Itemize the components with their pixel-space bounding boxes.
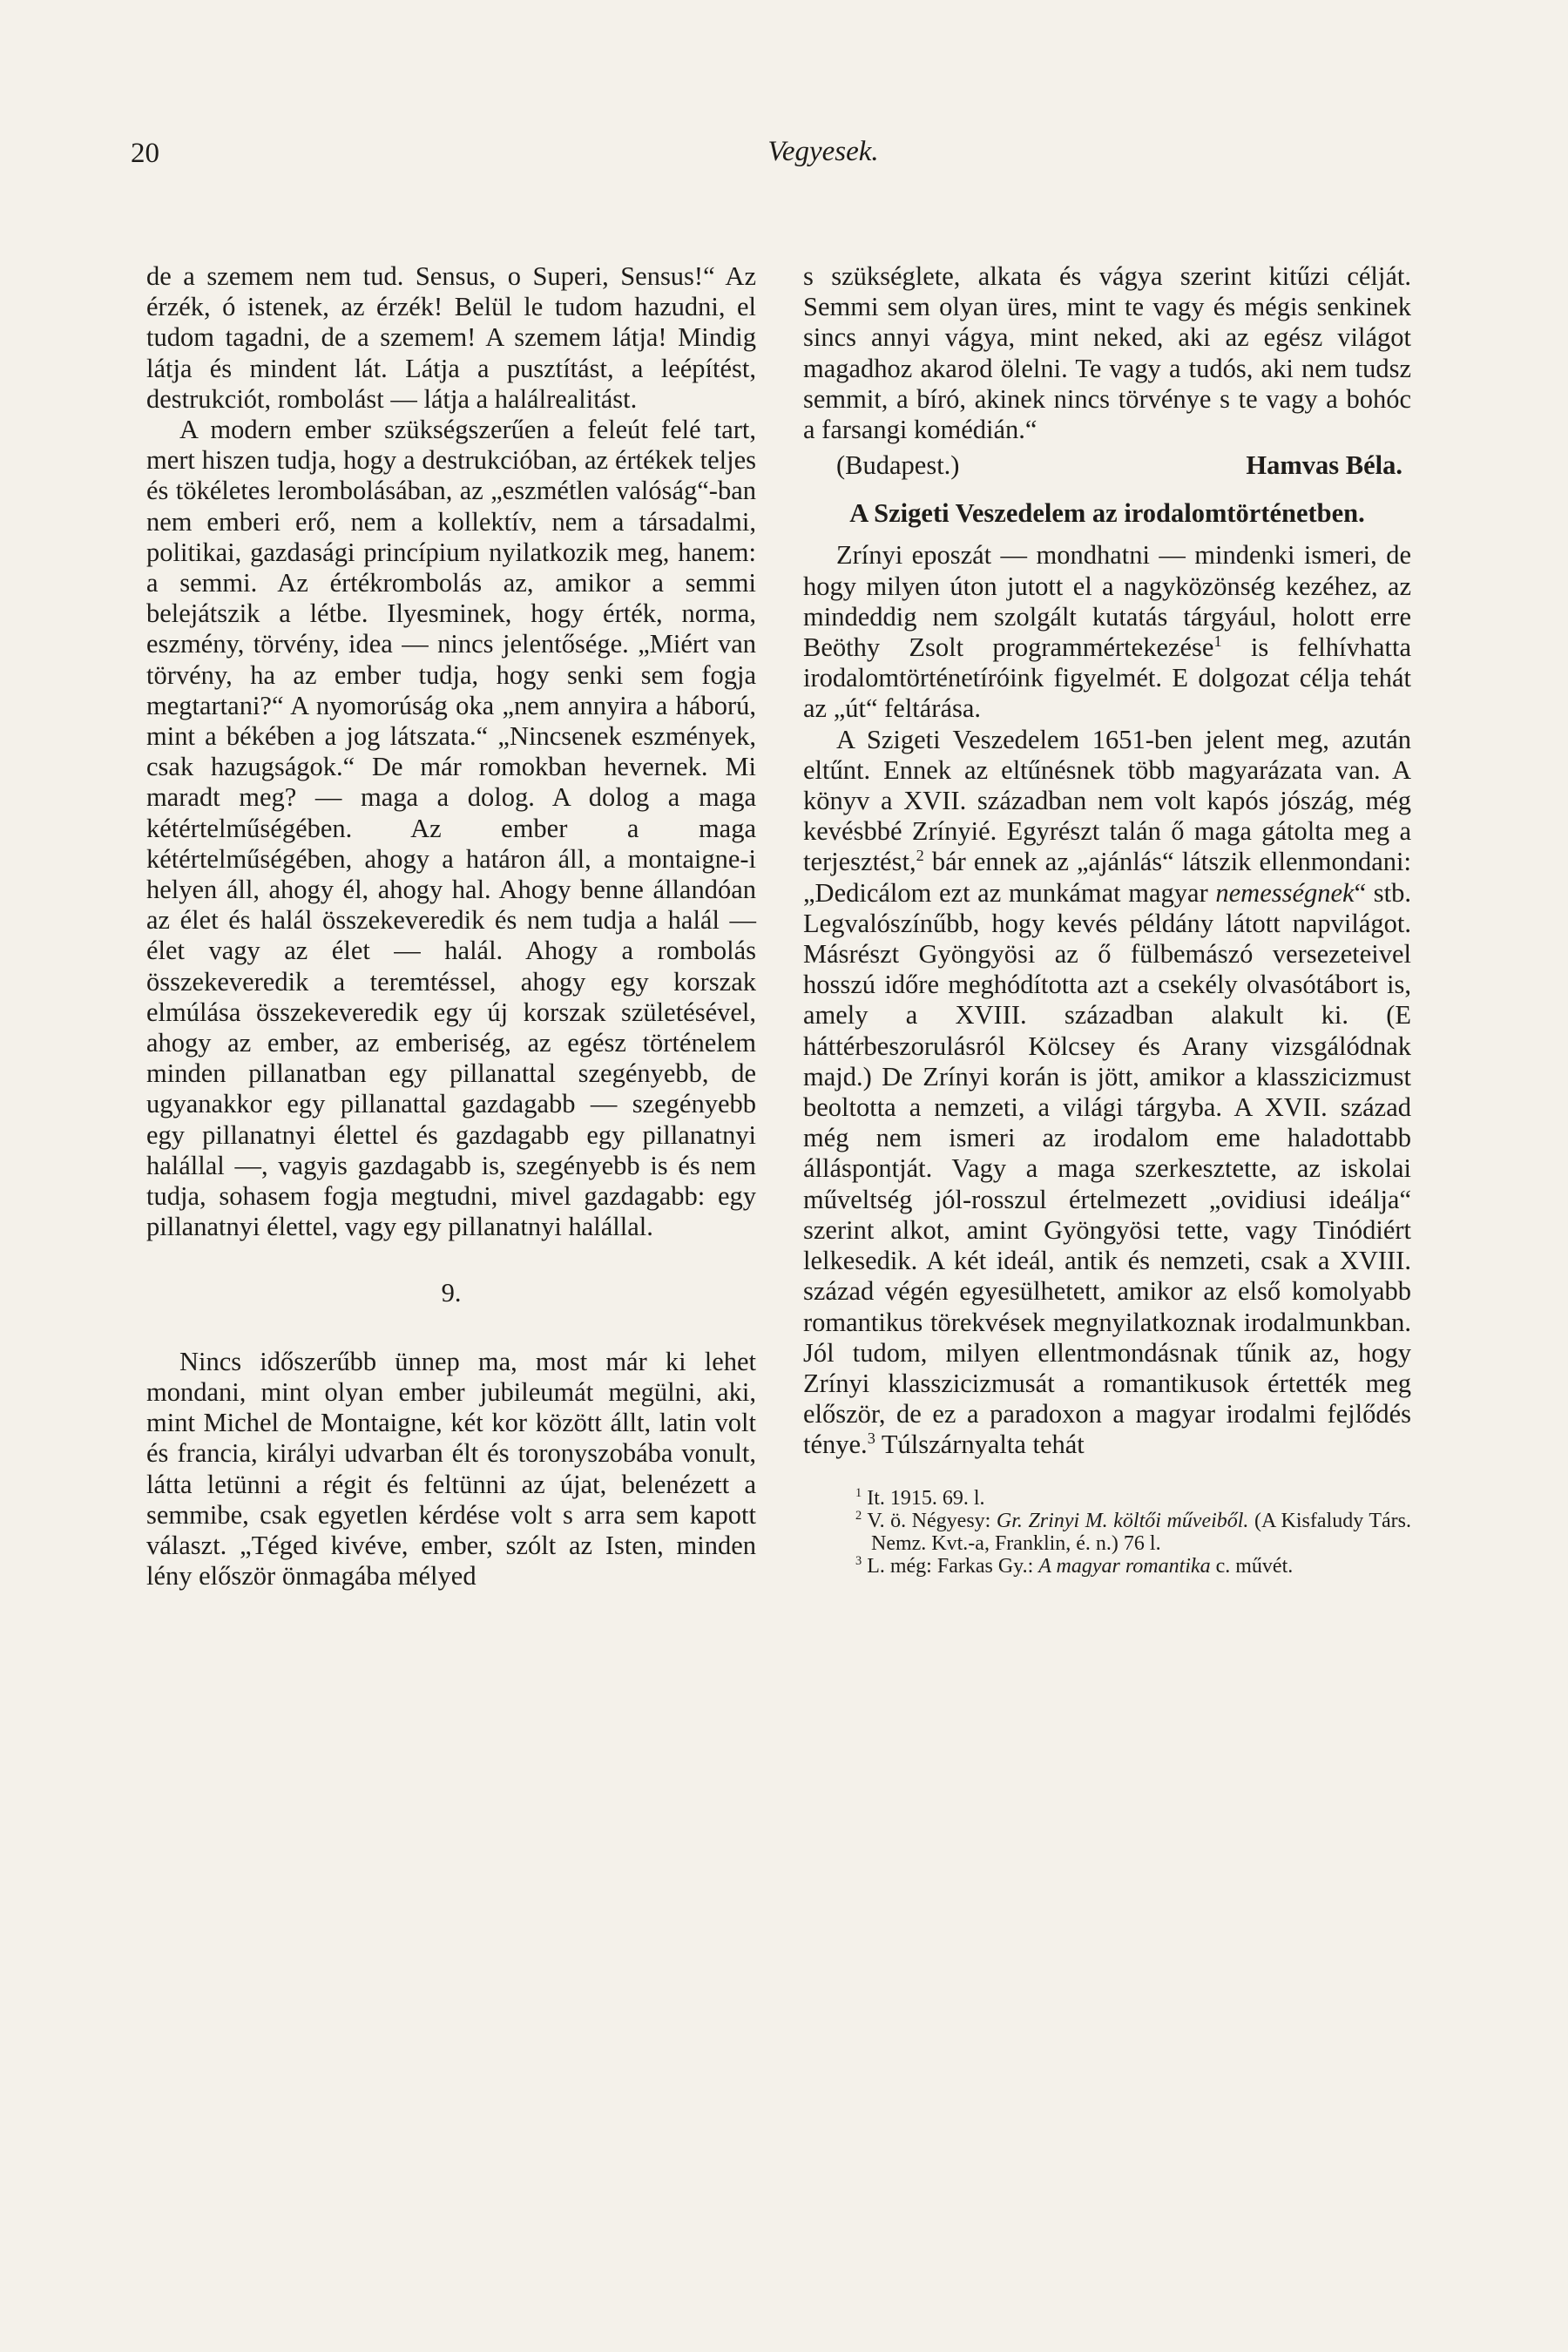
footnotes [803, 1487, 1411, 1578]
signature-line [803, 450, 1411, 481]
footnote-ref: 1 [1213, 632, 1222, 650]
author: Hamvas Béla. [1246, 450, 1402, 481]
paragraph: Nincs időszerűbb ünnep ma, most már ki lehet mondani, mint olyan ember jubileumát megülni, aki, mint Michel de Montaigne, két kor között állt, latin volt és francia, királyi udvarban élt és toronyszobába vonult, látta letünni a régit és feltünni az újat, belenézett a semmibe, csak egyetlen kérdése volt s arra sem kapott választ. „Téged kivéve, ember, szólt az Isten, minden lény először önmagába mélyed [146, 1346, 756, 1592]
footnote-text: (A Kisfaludy Társ. Nemz. Kvt.-a, Franklin, é. n.) 76 l. [871, 1509, 1411, 1555]
footnote [855, 1510, 1411, 1555]
text-run: bár ennek az „ajánlás“ látszik ellenmondani: „Dedicálom ezt az munkámat magyar [803, 847, 1411, 908]
footnote-ref: 2 [916, 847, 924, 865]
text-run: A Szigeti Veszedelem 1651-ben jelent meg, azután eltűnt. Ennek az eltűnésnek több magyarázata van. A könyv a XVII. században nem volt kapós jószág, még kevésbbé Zrínyié. Egyrészt talán ő maga gátolta meg a terjesztést, [803, 724, 1411, 877]
paragraph [803, 540, 1411, 724]
footnote-mark: 1 [855, 1485, 862, 1500]
footnote-text: V. ö. Négyesy: [867, 1509, 997, 1532]
text-run: “ stb. Legvalószínűbb, hogy kevés példány látott napvilágot. Másrészt Gyöngyösi az ő fülbemászó versezeteivel hosszú időre meghódította azt a csekély olvasótábort is, amely a XVIII. században alakult ki. (E háttérbeszorulásról Kölcsey és Arany vizsgálódnak majd.) De Zrínyi korán is jött, amikor a klasszicizmust beoltotta a nemzeti, a világi tárgyba. A XVII. század még nem ismeri az irodalom eme haladottabb álláspontját. Vagy a maga szerkesztette, az iskolai műveltség jól-rosszul értelmezett „ovidiusi ideálja“ szerint alkot, amint Gyöngyösi tette, vagy Tinódiért lelkesedik. A két ideál, antik és nemzeti, csak a XVIII. század végén egyesülhetett, amikor az első komolyabb romantikus törekvések megnyilatkoznak irodalmunkban. Jól tudom, milyen ellentmondásnak tűnik az, hogy Zrínyi klasszicizmusát a romantikusok értették meg először, de ez a paradoxon a magyar irodalmi fejlődés ténye. [803, 877, 1411, 1460]
text-run: is felhívhatta irodalomtörténetíróink figyelmét. E dolgozat célja tehát az „út“ feltárása. [803, 632, 1411, 724]
footnote-text: It. 1915. 69. l. [867, 1486, 985, 1510]
footnote-ref: 3 [867, 1429, 875, 1448]
footnote-mark: 2 [855, 1508, 862, 1523]
article-title: A Szigeti Veszedelem az irodalomtörténetben. [849, 498, 1365, 529]
footnote-mark: 3 [855, 1553, 862, 1568]
footnote-text: c. művét. [1210, 1554, 1294, 1578]
right-column [803, 261, 1411, 1578]
page-number: 20 [131, 138, 159, 169]
paragraph: s szükséglete, alkata és vágya szerint kitűzi célját. Semmi sem olyan üres, mint te vagy és mégis senkinek sincs annyi vágya, mint neked, aki az egész világot magadhoz akarod ölelni. Te vagy a tudós, aki nem tudsz semmit, a bíró, akinek nincs törvénye s te vagy a bohóc a farsangi komédián.“ [803, 261, 1411, 445]
footnote-title: Gr. Zrinyi M. költői műveiből. [996, 1509, 1249, 1532]
left-column [146, 261, 756, 1592]
text-run: Túlszárnyalta tehát [875, 1429, 1085, 1460]
footnote-text: L. még: Farkas Gy.: [867, 1554, 1039, 1578]
footnote-title: A magyar romantika [1038, 1554, 1211, 1578]
text-run: Zrínyi eposzát — mondhatni — mindenki ismeri, de hogy milyen úton jutott el a nagyközönség kezéhez, az mindeddig nem szolgált kutatás tárgyául, holott erre Beöthy Zsolt programmértekezése [803, 540, 1411, 663]
place: (Budapest.) [836, 450, 960, 481]
paragraph: de a szemem nem tud. Sensus, o Superi, Sensus!“ Az érzék, ó istenek, az érzék! Belül le tudom hazudni, el tudom tagadni, de a szemem! A szemem látja! Mindig látja és mindent lát. Látja a pusztítást, a leépítést, destrukciót, rombolást — látja a halálrealitást. [146, 261, 756, 414]
footnote [855, 1487, 1411, 1510]
emphasis: nemességnek [1215, 877, 1355, 908]
section-number: 9. [441, 1277, 462, 1308]
paragraph: A modern ember szükségszerűen a feleút felé tart, mert hiszen tudja, hogy a destrukcióban, az értékek teljes és tökéletes lerombolásában, az „eszmétlen valóság“-ban nem emberi erő, nem a kollektív, nem a társadalmi, politikai, gazdasági princípium nyilatkozik meg, hanem: a semmi. Az értékrombolás az, amikor a semmi belejátszik a létbe. Ilyesminek, hogy érték, norma, eszmény, törvény, idea — nincs jelentősége. „Miért van törvény, ha az ember tudja, hogy senki sem fogja megtartani?“ A nyomorúság oka „nem annyira a háború, mint a békében a jog látszata.“ „Nincsenek eszmények, csak hazugságok.“ De már romokban hevernek. Mi maradt meg? — maga a dolog. A dolog a maga kétértelműségében. Az ember a maga kétértelműségében, ahogy a határon áll, a montaigne-i helyen áll, ahogy él, ahogy hal. Ahogy benne állandóan az élet és halál összekeveredik és nem tudja a halál — élet vagy az élet — halál. Ahogy a rombolás összekeveredik a teremtéssel, ahogy egy korszak elmúlása összekeveredik egy új korszak születésével, ahogy az ember, az emberiség, az egész történelem minden pillanatban egy pillanattal szegényebb, de ugyanakkor egy pillanattal gazdagabb — szegényebb egy pillanatnyi élettel és gazdagabb egy pillanatnyi halállal —, vagyis gazdagabb is, szegényebb is és nem tudja, sohasem fogja megtudni, mivel gazdagabb: egy pillanatnyi élettel, vagy egy pillanatnyi halállal. [146, 415, 756, 1242]
running-title: Vegyesek. [767, 136, 879, 167]
paragraph [803, 725, 1411, 1461]
footnote [855, 1555, 1411, 1578]
